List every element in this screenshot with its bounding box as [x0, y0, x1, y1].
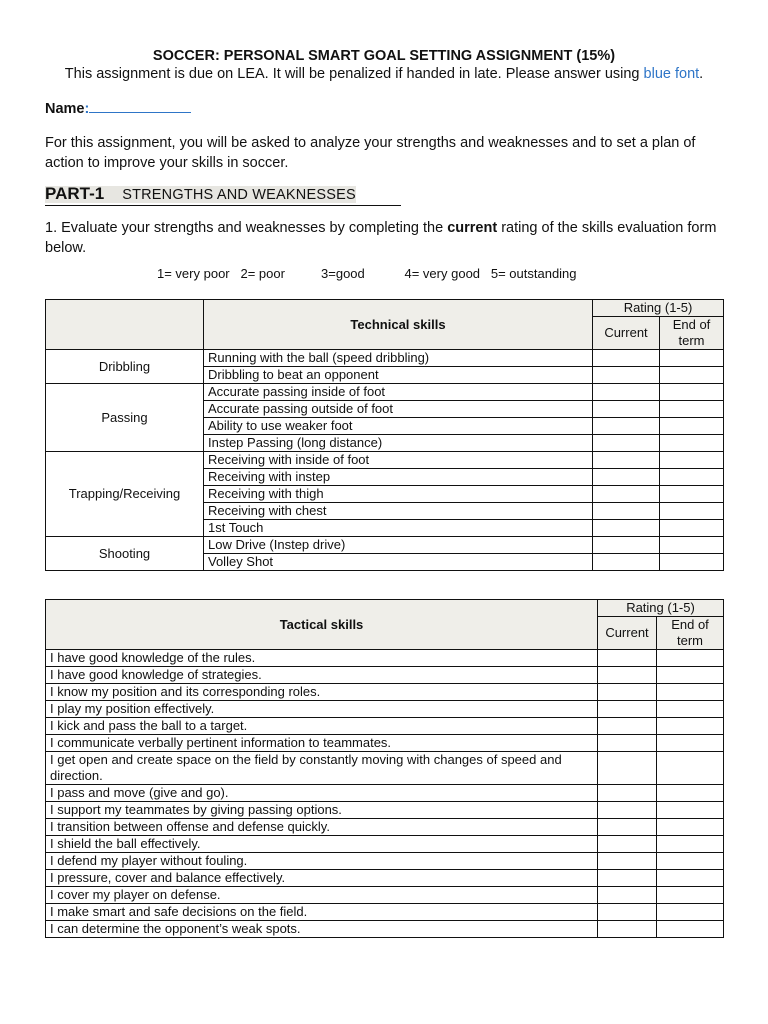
technical-category: Shooting [46, 537, 204, 571]
current-rating-cell[interactable] [593, 350, 660, 367]
technical-row [46, 452, 724, 469]
tactical-row [46, 836, 724, 853]
tactical-skill: I communicate verbally pertinent information to teammates. [46, 735, 598, 752]
current-rating-cell[interactable] [593, 537, 660, 554]
current-rating-cell[interactable] [593, 384, 660, 401]
technical-skill: Accurate passing inside of foot [204, 384, 593, 401]
current-rating-cell[interactable] [593, 367, 660, 384]
technical-rating-header: Rating (1-5) [593, 300, 724, 317]
note-text: This assignment is due on LEA. It will be penalized if handed in late. Please answer using [64, 66, 644, 82]
tactical-current-header: Current [598, 617, 657, 650]
tactical-skill: I pressure, cover and balance effectively. [46, 870, 598, 887]
name-field[interactable] [89, 98, 191, 113]
end-rating-cell[interactable] [657, 701, 724, 718]
end-rating-cell[interactable] [657, 667, 724, 684]
tactical-row [46, 819, 724, 836]
q1-bold: current [447, 220, 498, 236]
current-rating-cell[interactable] [598, 785, 657, 802]
document-page [45, 47, 723, 938]
current-rating-cell[interactable] [593, 435, 660, 452]
tactical-header-row [46, 600, 724, 617]
tactical-skill: I have good knowledge of the rules. [46, 650, 598, 667]
current-rating-cell[interactable] [598, 887, 657, 904]
end-rating-cell[interactable] [660, 367, 724, 384]
assignment-note [45, 65, 723, 83]
current-rating-cell[interactable] [593, 486, 660, 503]
part1-highlight [45, 186, 356, 203]
technical-skill: 1st Touch [204, 520, 593, 537]
current-rating-cell[interactable] [593, 469, 660, 486]
current-rating-cell[interactable] [598, 836, 657, 853]
end-rating-cell[interactable] [660, 503, 724, 520]
tactical-skill: I defend my player without fouling. [46, 853, 598, 870]
end-rating-cell[interactable] [657, 853, 724, 870]
tactical-skill: I shield the ball effectively. [46, 836, 598, 853]
page-title: SOCCER: PERSONAL SMART GOAL SETTING ASSIGNMENT (15%) [152, 48, 616, 64]
tactical-row [46, 802, 724, 819]
end-rating-cell[interactable] [657, 887, 724, 904]
technical-category: Trapping/Receiving [46, 452, 204, 537]
part1-title: STRENGTHS AND WEAKNESSES [122, 187, 356, 203]
current-rating-cell[interactable] [598, 718, 657, 735]
end-rating-cell[interactable] [657, 836, 724, 853]
tactical-row [46, 752, 724, 785]
end-rating-cell[interactable] [660, 469, 724, 486]
end-rating-cell[interactable] [657, 819, 724, 836]
tactical-row [46, 735, 724, 752]
current-rating-cell[interactable] [598, 853, 657, 870]
tactical-row [46, 785, 724, 802]
tactical-skill: I get open and create space on the field by constantly moving with changes of speed and direction. [46, 752, 598, 785]
end-rating-cell[interactable] [660, 384, 724, 401]
technical-skill: Receiving with instep [204, 469, 593, 486]
current-rating-cell[interactable] [598, 684, 657, 701]
end-rating-cell[interactable] [660, 418, 724, 435]
tactical-row [46, 650, 724, 667]
end-rating-cell[interactable] [657, 785, 724, 802]
end-rating-cell[interactable] [657, 904, 724, 921]
technical-header-row [46, 300, 724, 317]
current-rating-cell[interactable] [598, 650, 657, 667]
tactical-rating-header: Rating (1-5) [598, 600, 724, 617]
tactical-end-header: End of term [657, 617, 724, 650]
technical-header: Technical skills [204, 300, 593, 350]
current-rating-cell[interactable] [593, 554, 660, 571]
tactical-skill: I cover my player on defense. [46, 887, 598, 904]
end-rating-cell[interactable] [657, 752, 724, 785]
note-end: . [699, 66, 704, 82]
tactical-skill: I support my teammates by giving passing options. [46, 802, 598, 819]
intro-paragraph: For this assignment, you will be asked to analyze your strengths and weaknesses and to set a plan of action to improve your skills in soccer. [45, 135, 696, 171]
tactical-row [46, 870, 724, 887]
end-rating-cell[interactable] [660, 435, 724, 452]
end-rating-cell[interactable] [660, 452, 724, 469]
technical-category: Dribbling [46, 350, 204, 384]
technical-skill: Ability to use weaker foot [204, 418, 593, 435]
technical-row [46, 537, 724, 554]
end-rating-cell[interactable] [660, 537, 724, 554]
technical-skill: Running with the ball (speed dribbling) [204, 350, 593, 367]
part1-label: PART-1 [45, 184, 105, 203]
technical-end-header: End of term [660, 317, 724, 350]
tactical-row [46, 701, 724, 718]
current-rating-cell[interactable] [598, 701, 657, 718]
tactical-row [46, 887, 724, 904]
technical-skill: Low Drive (Instep drive) [204, 537, 593, 554]
current-rating-cell[interactable] [593, 452, 660, 469]
tactical-row [46, 718, 724, 735]
end-rating-cell[interactable] [657, 735, 724, 752]
end-rating-cell[interactable] [657, 921, 724, 938]
blue-font-text: blue font [643, 66, 700, 82]
technical-skill: Dribbling to beat an opponent [204, 367, 593, 384]
tactical-skill: I make smart and safe decisions on the field. [46, 904, 598, 921]
technical-skill: Receiving with chest [204, 503, 593, 520]
tactical-skill: I know my position and its corresponding roles. [46, 684, 598, 701]
tactical-skill: I have good knowledge of strategies. [46, 667, 598, 684]
current-rating-cell[interactable] [598, 802, 657, 819]
end-rating-cell[interactable] [657, 870, 724, 887]
tactical-skill: I play my position effectively. [46, 701, 598, 718]
end-rating-cell[interactable] [660, 401, 724, 418]
question-1 [45, 218, 723, 258]
tactical-row [46, 853, 724, 870]
technical-skill: Instep Passing (long distance) [204, 435, 593, 452]
current-rating-cell[interactable] [598, 752, 657, 785]
technical-row [46, 384, 724, 401]
end-rating-cell[interactable] [657, 650, 724, 667]
end-rating-cell[interactable] [660, 520, 724, 537]
tactical-header: Tactical skills [46, 600, 598, 650]
name-label: Name [45, 101, 85, 117]
technical-header-blank [46, 300, 204, 350]
tactical-skills-table [45, 599, 724, 938]
q1-before: 1. Evaluate your strengths and weaknesses by completing the [45, 220, 448, 236]
current-rating-cell[interactable] [593, 520, 660, 537]
end-rating-cell[interactable] [657, 684, 724, 701]
current-rating-cell[interactable] [598, 904, 657, 921]
current-rating-cell[interactable] [598, 819, 657, 836]
end-rating-cell[interactable] [660, 554, 724, 571]
current-rating-cell[interactable] [598, 870, 657, 887]
tactical-skill: I kick and pass the ball to a target. [46, 718, 598, 735]
current-rating-cell[interactable] [593, 418, 660, 435]
end-rating-cell[interactable] [660, 350, 724, 367]
tactical-row [46, 684, 724, 701]
tactical-row [46, 921, 724, 938]
technical-skill: Volley Shot [204, 554, 593, 571]
technical-category: Passing [46, 384, 204, 452]
technical-skill: Receiving with thigh [204, 486, 593, 503]
technical-skills-table [45, 299, 724, 571]
current-rating-cell[interactable] [593, 503, 660, 520]
name-colon: : [84, 101, 90, 117]
technical-skill: Accurate passing outside of foot [204, 401, 593, 418]
rating-scale: 1= very poor 2= poor 3=good 4= very good 5= outstanding [157, 266, 577, 281]
tactical-skill: I transition between offense and defense quickly. [46, 819, 598, 836]
current-rating-cell[interactable] [598, 921, 657, 938]
technical-row [46, 350, 724, 367]
tactical-skill: I can determine the opponent’s weak spots. [46, 921, 598, 938]
tactical-skill: I pass and move (give and go). [46, 785, 598, 802]
tactical-row [46, 904, 724, 921]
end-rating-cell[interactable] [657, 718, 724, 735]
technical-skill: Receiving with inside of foot [204, 452, 593, 469]
name-row [45, 98, 723, 118]
tactical-row [46, 667, 724, 684]
technical-current-header: Current [593, 317, 660, 350]
part1-heading [45, 184, 401, 206]
end-rating-cell[interactable] [660, 486, 724, 503]
q1-after: rating of the skills evaluation form below. [45, 220, 717, 256]
current-rating-cell[interactable] [598, 667, 657, 684]
current-rating-cell[interactable] [598, 735, 657, 752]
current-rating-cell[interactable] [593, 401, 660, 418]
end-rating-cell[interactable] [657, 802, 724, 819]
